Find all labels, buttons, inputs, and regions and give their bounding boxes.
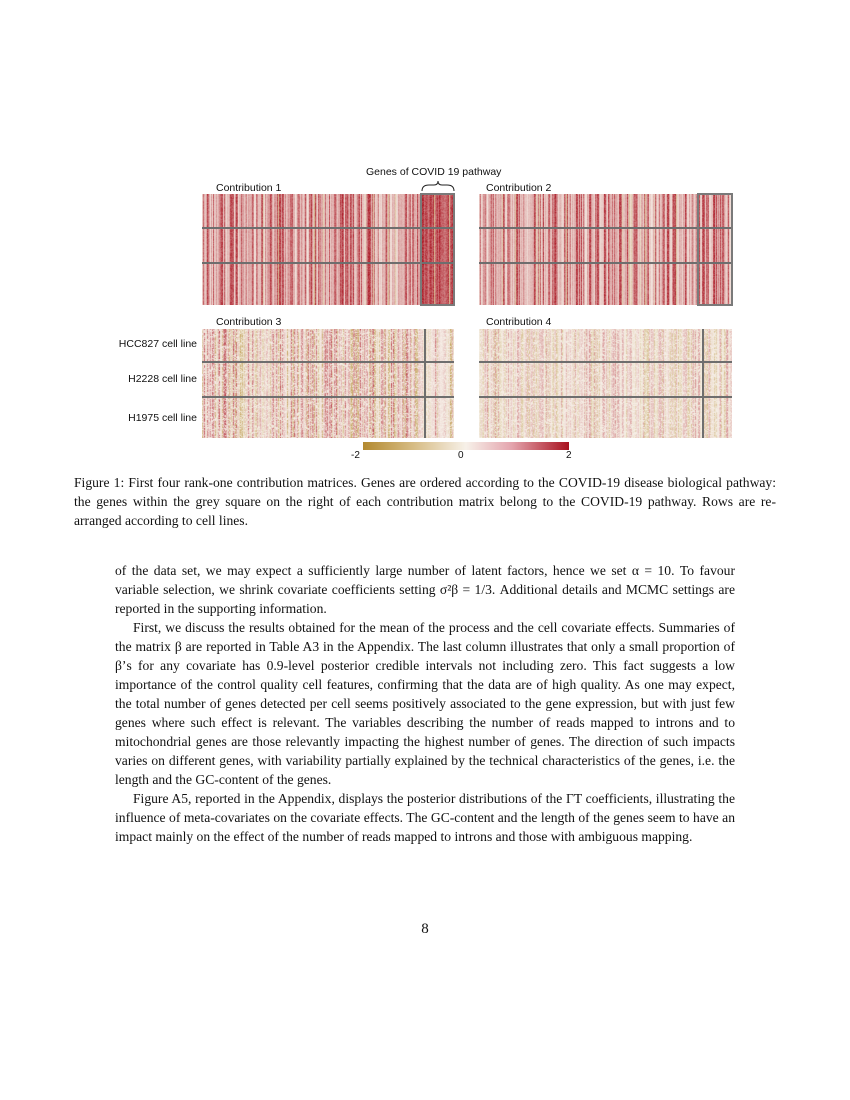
paragraph-2: First, we discuss the results obtained for the mean of the process and the cell covariate effects. Summaries of the matrix β are reported in Table A3 in the Appendix. The last column illustrates that only a small proportion of β’s for any covariate has 0.9-level posterior credible intervals not including zero. This fact suggests a low importance of the control quality cell features, confirming that the data are of high quality. As one may expect, the total number of genes detected per cell seems positively associated to the gene expression, but with just few genes where such effect is relevant. The variables describing the number of reads mapped to introns and to mitochondrial genes are those relevantly impacting the highest number of genes. The direction of such impacts varies on different genes, with variability partially explained by the technical characteristics of the genes, i.e. the length and the GC-content of the genes. [115,620,735,787]
panel-title-1: Contribution 1 [216,182,282,194]
pathway-box-2 [697,193,733,306]
panel-title-4: Contribution 4 [486,316,552,328]
row-label-h2228: H2228 cell line [128,373,197,385]
paragraph-1: of the data set, we may expect a sufficiently large number of latent factors, hence we set α = 10. To favour variable selection, we shrink covariate coefficients setting σ²β = 1/3. Additional details and MCMC settings are reported in the supporting information. [115,563,735,616]
heatmap-contribution-1 [202,194,454,305]
colorbar-max-label: 2 [566,450,572,461]
body-text [115,561,735,846]
pathway-brace [420,180,456,192]
colorbar [363,442,569,450]
pathway-separator [424,329,426,438]
row-separator [479,396,732,398]
figure-caption: Figure 1: First four rank-one contribution matrices. Genes are ordered according to the COVID-19 disease biological pathway: the genes within the grey square on the right of each contribution matrix belong to the COVID-19 pathway. Rows are re-arranged according to cell lines. [74,475,776,528]
row-separator [479,227,732,229]
heatmap-contribution-4 [479,329,732,438]
row-label-hcc827: HCC827 cell line [118,338,197,350]
row-separator [202,361,454,363]
row-separator [479,361,732,363]
page-number: 8 [421,921,429,937]
row-separator [479,262,732,264]
paragraph-3: Figure A5, reported in the Appendix, displays the posterior distributions of the ΓT coefficients, illustrating the influence of meta-covariates on the covariate effects. The GC-content and the length of the genes seem to have an impact mainly on the effect of the number of reads mapped to introns and those with ambiguous mapping. [115,791,735,844]
colorbar-mid-label: 0 [458,450,464,461]
panel-title-2: Contribution 2 [486,182,552,194]
heatmap-contribution-2 [479,194,732,305]
row-separator [202,262,454,264]
row-separator [202,396,454,398]
colorbar-min-label: -2 [351,450,360,461]
row-separator [202,227,454,229]
pathway-box-1 [420,193,455,306]
pathway-label: Genes of COVID 19 pathway [366,166,502,178]
pathway-separator [702,329,704,438]
panel-title-3: Contribution 3 [216,316,282,328]
row-label-h1975: H1975 cell line [128,412,197,424]
heatmap-contribution-3 [202,329,454,438]
